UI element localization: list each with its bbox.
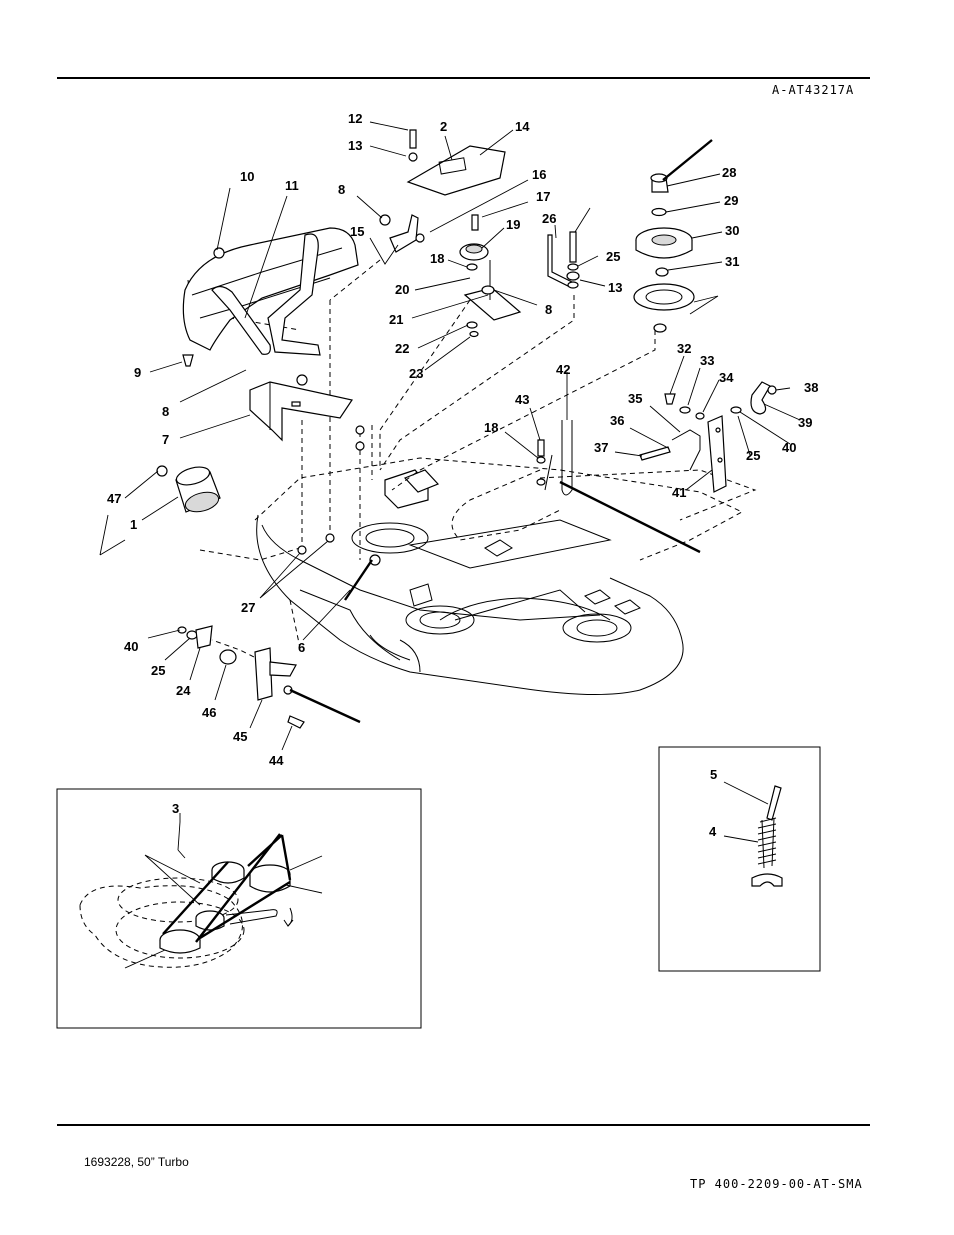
callout-leaders xyxy=(100,122,800,750)
callout-25: 25 xyxy=(606,249,621,264)
callout-18: 18 xyxy=(430,251,445,266)
callout-33: 33 xyxy=(700,353,715,368)
callout-46: 46 xyxy=(202,705,217,720)
callout-8: 8 xyxy=(545,302,553,317)
callout-44: 44 xyxy=(269,753,284,768)
callout-21: 21 xyxy=(389,312,404,327)
callout-39: 39 xyxy=(798,415,813,430)
drawing-id: A-AT43217A xyxy=(772,83,855,97)
callout-9: 9 xyxy=(134,365,142,380)
discharge-chute-and-lift-handle xyxy=(183,228,358,366)
callout-36: 36 xyxy=(610,413,625,428)
callout-25: 25 xyxy=(746,448,761,463)
callout-45: 45 xyxy=(233,729,248,744)
callout-42: 42 xyxy=(556,362,571,377)
callout-29: 29 xyxy=(724,193,739,208)
part-1-roller xyxy=(157,464,221,515)
callout-17: 17 xyxy=(536,189,551,204)
callout-23: 23 xyxy=(409,366,424,381)
callout-11: 11 xyxy=(285,178,299,193)
belt-routing-inset xyxy=(57,789,421,1028)
callout-27: 27 xyxy=(241,600,256,615)
callout-30: 30 xyxy=(725,223,740,238)
callout-31: 31 xyxy=(725,254,740,269)
callout-26: 26 xyxy=(542,211,557,226)
callout-8: 8 xyxy=(162,404,170,419)
callout-34: 34 xyxy=(719,370,734,385)
callout-35: 35 xyxy=(628,391,643,406)
callout-2: 2 xyxy=(440,119,448,134)
callout-4: 4 xyxy=(709,824,717,839)
callout-18: 18 xyxy=(484,420,499,435)
part-42-rod xyxy=(537,420,572,495)
bottom-rule xyxy=(57,1124,870,1126)
callout-13: 13 xyxy=(608,280,623,295)
callout-12: 12 xyxy=(348,111,363,126)
spring-detail-inset xyxy=(659,747,820,971)
callout-22: 22 xyxy=(395,341,410,356)
callout-25: 25 xyxy=(151,663,166,678)
callout-19: 19 xyxy=(506,217,521,232)
callout-47: 47 xyxy=(107,491,122,506)
idler-pulley-assembly xyxy=(460,215,520,337)
callout-28: 28 xyxy=(722,165,737,180)
deck-hardware xyxy=(298,426,380,565)
callout-20: 20 xyxy=(395,282,410,297)
callout-7: 7 xyxy=(162,432,170,447)
part-15-bracket xyxy=(380,215,424,252)
part-2-cover-plate xyxy=(408,130,505,195)
callout-14: 14 xyxy=(515,119,530,134)
callout-8: 8 xyxy=(338,182,346,197)
callout-43: 43 xyxy=(515,392,530,407)
callout-40: 40 xyxy=(782,440,797,455)
part-7-bracket xyxy=(250,375,352,440)
callout-24: 24 xyxy=(176,683,191,698)
callout-5: 5 xyxy=(710,767,718,782)
spindle-pulley-assembly xyxy=(634,174,694,332)
callout-16: 16 xyxy=(532,167,547,182)
document-id: TP 400-2209-00-AT-SMA xyxy=(690,1177,863,1191)
callout-37: 37 xyxy=(594,440,609,455)
callout-10: 10 xyxy=(240,169,255,184)
callout-41: 41 xyxy=(672,485,687,500)
part-26-rod xyxy=(548,232,579,288)
callout-15: 15 xyxy=(350,224,365,239)
callout-13: 13 xyxy=(348,138,363,153)
callout-6: 6 xyxy=(298,640,306,655)
lower-bracket-assembly xyxy=(178,626,304,728)
callout-40: 40 xyxy=(124,639,139,654)
mower-deck-housing xyxy=(255,458,742,695)
callout-32: 32 xyxy=(677,341,692,356)
callout-3: 3 xyxy=(172,801,180,816)
callout-38: 38 xyxy=(804,380,819,395)
callout-1: 1 xyxy=(130,517,138,532)
belt-guide-assembly xyxy=(640,382,776,492)
model-caption: 1693228, 50” Turbo xyxy=(84,1155,189,1169)
